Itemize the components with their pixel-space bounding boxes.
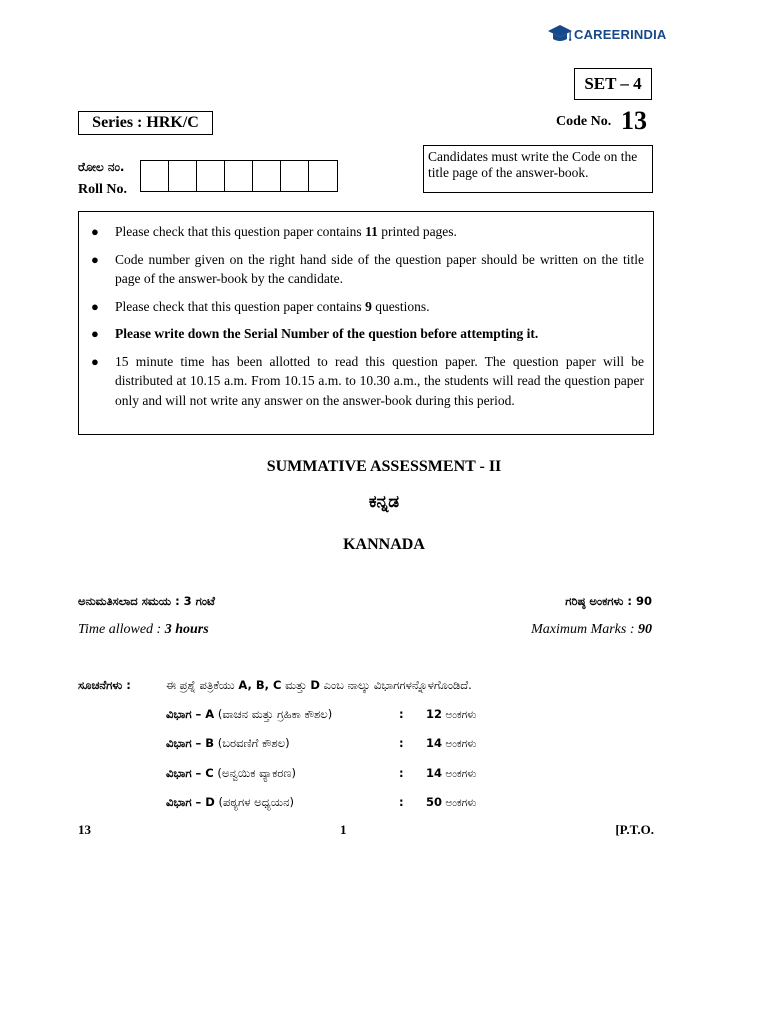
section-marks-value: 50 bbox=[426, 795, 443, 809]
max-marks-value: 90 bbox=[638, 622, 652, 637]
time-allowed-english bbox=[78, 622, 209, 638]
roll-digit-box[interactable] bbox=[169, 161, 197, 191]
roll-label-kannada: ರೋಲ ನಂ. bbox=[78, 160, 125, 174]
section-colon: : bbox=[399, 707, 404, 721]
code-number: 13 bbox=[621, 106, 647, 135]
section-marks-value: 14 bbox=[426, 766, 443, 780]
section-label: ವಿಭಾಗ – D bbox=[166, 795, 215, 809]
instruction-item bbox=[91, 222, 644, 242]
section-marks bbox=[426, 766, 476, 781]
instruction-text: 15 minute time has been allotted to read this question paper. The question paper will be distributed at 10.15 a.m. From 10.15 a.m. to 10.30 a.m., the students will read the question paper only and will not write any answer on the answer-book during this period. bbox=[115, 353, 644, 408]
assessment-title: SUMMATIVE ASSESSMENT - II bbox=[266, 458, 502, 475]
bullet-icon: ● bbox=[91, 251, 99, 267]
roll-digit-box[interactable] bbox=[253, 161, 281, 191]
bullet-icon: ● bbox=[91, 224, 99, 239]
section-marks-unit: ಅಂಕಗಳು bbox=[442, 709, 477, 721]
instruction-text: Please check that this question paper contains bbox=[115, 298, 366, 314]
notes-intro-pre: ಈ ಪ್ರಶ್ನೆ ಪತ್ರಿಕೆಯು bbox=[166, 678, 239, 692]
notes-intro bbox=[166, 678, 472, 693]
instruction-text: Code number given on the right hand side of the question paper should be written on the title page of the answer-book by the candidate. bbox=[115, 251, 644, 286]
instruction-text-end: questions. bbox=[371, 298, 430, 314]
subject-title-kannada: ಕನ್ನಡ bbox=[368, 492, 400, 512]
instruction-bold-text: 11 bbox=[365, 224, 378, 239]
roll-label-english: Roll No. bbox=[78, 182, 127, 197]
notes-label: ಸೂಚನೆಗಳು : bbox=[78, 678, 131, 692]
roll-digit-box[interactable] bbox=[141, 161, 169, 191]
instruction-bold-text: 9 bbox=[365, 298, 372, 314]
bullet-icon: ● bbox=[91, 298, 99, 314]
instruction-text-end: printed pages. bbox=[377, 224, 457, 239]
section-marks-unit: ಅಂಕಗಳು bbox=[442, 768, 477, 780]
max-marks-english bbox=[531, 622, 652, 638]
section-name bbox=[166, 795, 294, 810]
section-marks bbox=[426, 736, 476, 751]
pto-label: [P.T.O. bbox=[615, 822, 654, 837]
series-box: Series : HRK/C bbox=[78, 111, 213, 135]
roll-digit-box[interactable] bbox=[225, 161, 253, 191]
careerindia-logo bbox=[548, 20, 666, 48]
max-marks-label: Maximum Marks : bbox=[531, 622, 638, 637]
instruction-item bbox=[91, 324, 644, 344]
section-description: (ಅನ್ವಯಿಕ ವ್ಯಾಕರಣ) bbox=[213, 766, 297, 780]
roll-number-boxes[interactable] bbox=[140, 160, 338, 192]
code-label: Code No. bbox=[556, 114, 612, 129]
section-name bbox=[166, 707, 332, 722]
instructions-box bbox=[78, 211, 654, 435]
instructions-list bbox=[91, 222, 644, 410]
section-marks-value: 14 bbox=[426, 736, 443, 750]
instruction-bold-text: Please write down the Serial Number of the question before attempting it. bbox=[115, 326, 539, 341]
section-label: ವಿಭಾಗ – C bbox=[166, 766, 214, 780]
time-allowed-label: Time allowed : bbox=[78, 622, 165, 637]
section-marks-unit: ಅಂಕಗಳು bbox=[442, 797, 477, 809]
bullet-icon: ● bbox=[91, 326, 99, 341]
section-marks bbox=[426, 795, 476, 810]
graduation-cap-icon bbox=[548, 22, 572, 46]
instruction-item bbox=[91, 352, 644, 411]
section-marks-value: 12 bbox=[426, 707, 443, 721]
notes-intro-bold2: D bbox=[310, 678, 320, 692]
section-colon: : bbox=[399, 795, 404, 809]
candidates-note-box: Candidates must write the Code on the title page of the answer-book. bbox=[423, 145, 653, 193]
section-marks bbox=[426, 707, 476, 722]
time-allowed-value: 3 hours bbox=[164, 622, 209, 637]
section-colon: : bbox=[399, 736, 404, 750]
footer-code: 13 bbox=[78, 822, 91, 837]
section-name bbox=[166, 736, 290, 751]
instruction-item bbox=[91, 297, 644, 317]
notes-intro-post: ಎಂಬ ನಾಲ್ಕು ವಿಭಾಗಗಳನ್ನೊಳಗೊಂಡಿದೆ. bbox=[319, 678, 472, 692]
bullet-icon: ● bbox=[91, 353, 99, 369]
section-label: ವಿಭಾಗ – A bbox=[166, 707, 215, 721]
time-allowed-kannada: ಅನುಮತಿಸಲಾದ ಸಮಯ : 3 ಗಂಟೆ bbox=[78, 594, 215, 608]
subject-title-english: KANNADA bbox=[343, 536, 425, 553]
section-name bbox=[166, 766, 296, 781]
page-number: 1 bbox=[340, 822, 347, 837]
roll-digit-box[interactable] bbox=[309, 161, 337, 191]
notes-intro-bold: A, B, C bbox=[238, 678, 282, 692]
section-colon: : bbox=[399, 766, 404, 780]
roll-digit-box[interactable] bbox=[281, 161, 309, 191]
set-number-box: SET – 4 bbox=[574, 68, 652, 100]
section-description: (ಬರವಣಿಗೆ ಕೌಶಲ) bbox=[214, 736, 290, 750]
max-marks-kannada: ಗರಿಷ್ಠ ಅಂಕಗಳು : 90 bbox=[565, 594, 652, 608]
instruction-text: Please check that this question paper contains bbox=[115, 224, 366, 239]
section-description: (ಪಠ್ಯಗಳ ಅಧ್ಯಯನ) bbox=[214, 795, 294, 809]
section-description: (ವಾಚನ ಮತ್ತು ಗ್ರಹಿಕಾ ಕೌಶಲ) bbox=[214, 707, 333, 721]
section-marks-unit: ಅಂಕಗಳು bbox=[442, 738, 477, 750]
section-label: ವಿಭಾಗ – B bbox=[166, 736, 215, 750]
notes-intro-mid: ಮತ್ತು bbox=[281, 678, 311, 692]
logo-text: CAREERINDIA bbox=[574, 26, 667, 42]
roll-digit-box[interactable] bbox=[197, 161, 225, 191]
instruction-item bbox=[91, 250, 644, 289]
